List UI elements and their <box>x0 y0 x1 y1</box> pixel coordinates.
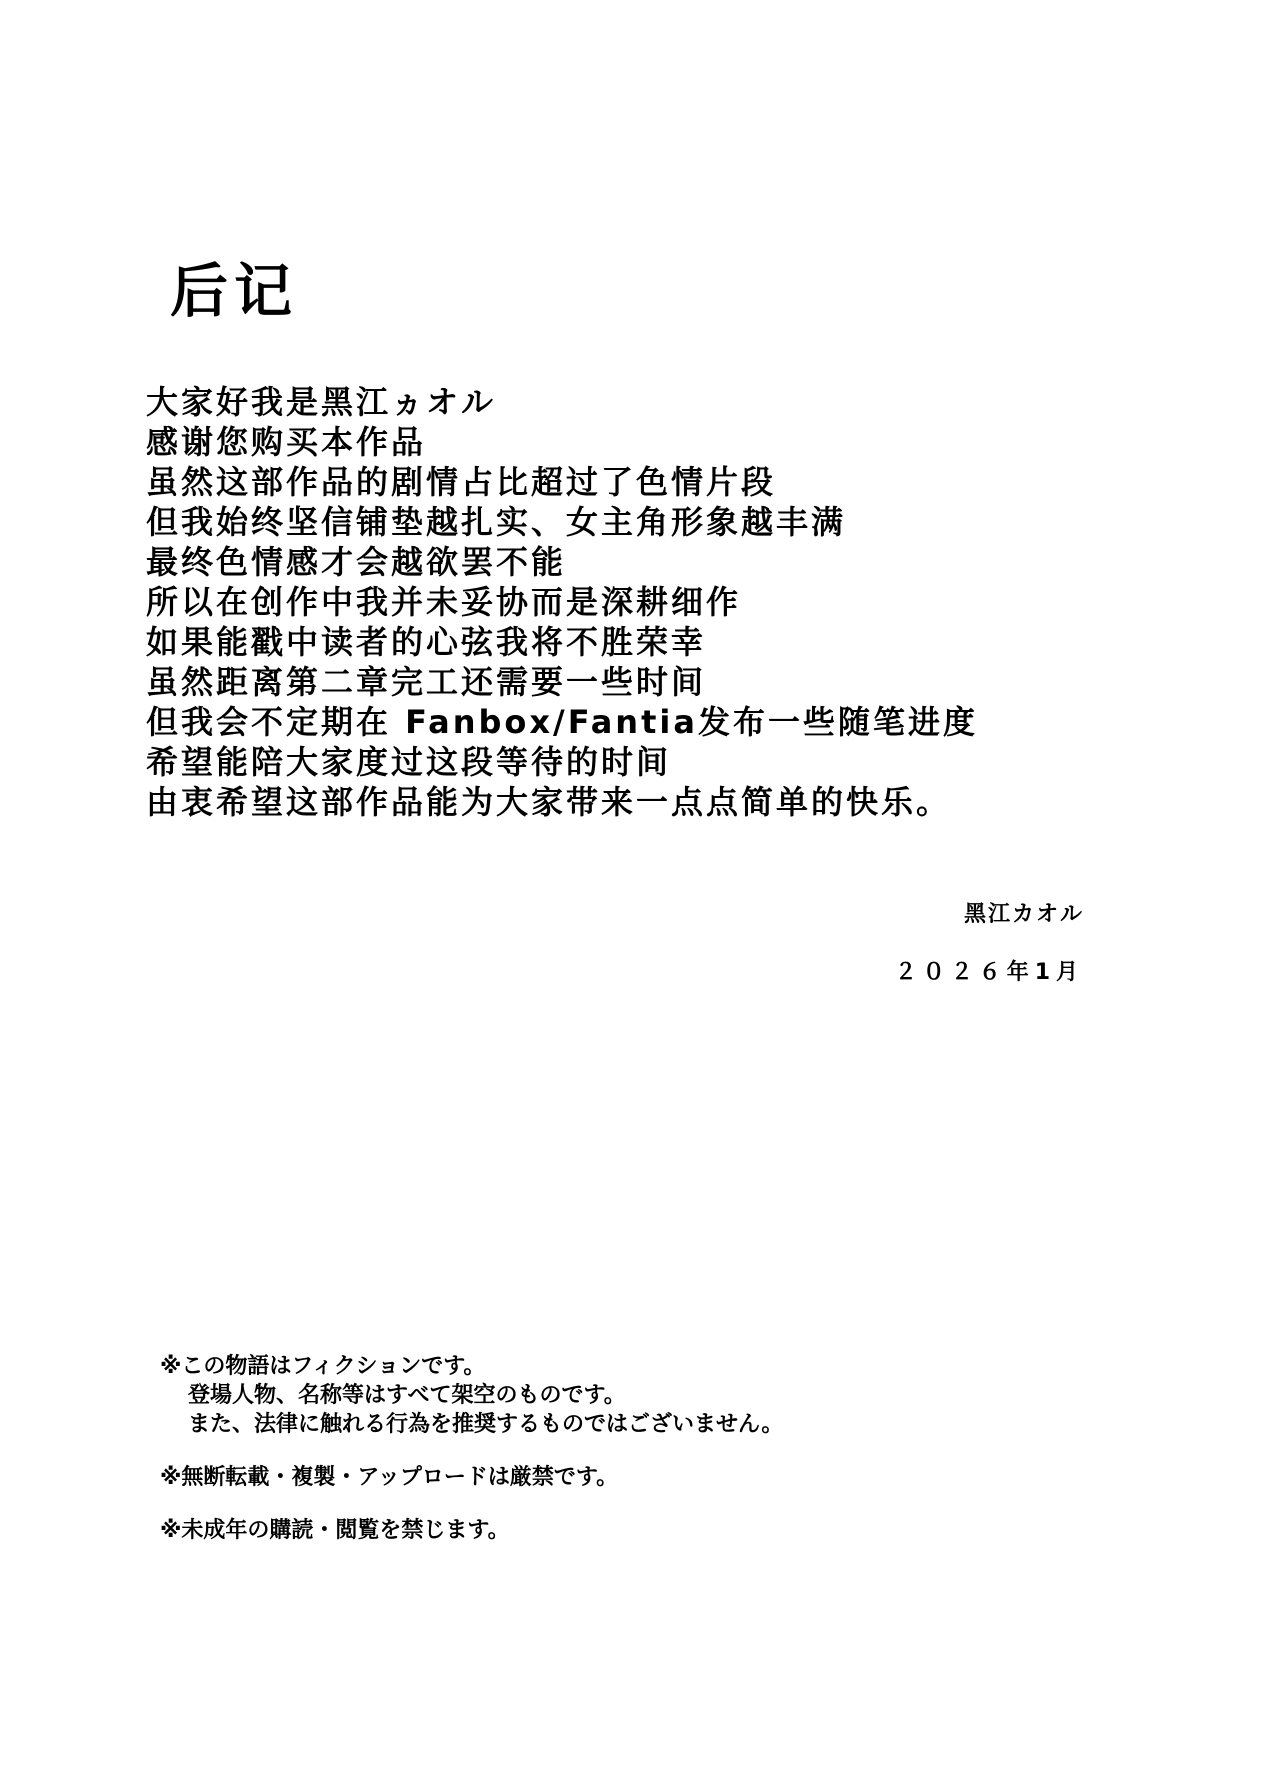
note-line: また、法律に触れる行為を推奨するものではございません。 <box>188 1412 784 1437</box>
signature-block <box>895 900 1084 988</box>
body-line: 但我会不定期在 Fanbox/Fantia发布一些随笔进度 <box>146 703 978 741</box>
body-line: 如果能戳中读者的心弦我将不胜荣幸 <box>146 623 707 661</box>
note-line: ※無断転載・複製・アップロードは厳禁です。 <box>160 1465 619 1490</box>
body-line: 所以在创作中我并未妥协而是深耕细作 <box>146 583 742 621</box>
author-name: 黑江カオル <box>963 902 1084 927</box>
note-line: 登場人物、名称等はすべて架空のものです。 <box>188 1383 626 1408</box>
body-line: 虽然距离第二章完工还需要一些时间 <box>146 663 707 701</box>
publish-date: ２０２６年1月 <box>894 960 1084 985</box>
body-line: 希望能陪大家度过这段等待的时间 <box>146 743 672 781</box>
body-line: 感谢您购买本作品 <box>146 423 427 461</box>
note-line: ※未成年の購読・閲覧を禁じます。 <box>160 1518 510 1543</box>
body-line: 大家好我是黑江ヵオル <box>146 383 497 421</box>
disclaimer-notes <box>160 1352 1160 1569</box>
copyright-notice <box>160 1463 1160 1492</box>
page-title: 后记 <box>170 257 299 325</box>
body-line: 由衷希望这部作品能为大家带来一点点简单的快乐。 <box>146 783 952 821</box>
body-line: 虽然这部作品的剧情占比超过了色情片段 <box>146 463 777 501</box>
age-restriction-notice <box>160 1516 1160 1545</box>
note-line: ※この物語はフィクションです。 <box>160 1354 486 1379</box>
afterword-body <box>146 382 1146 822</box>
body-line: 但我始终坚信铺垫越扎实、女主角形象越丰满 <box>146 503 847 541</box>
body-line: 最终色情感才会越欲罢不能 <box>146 543 567 581</box>
fiction-notice <box>160 1352 1160 1439</box>
